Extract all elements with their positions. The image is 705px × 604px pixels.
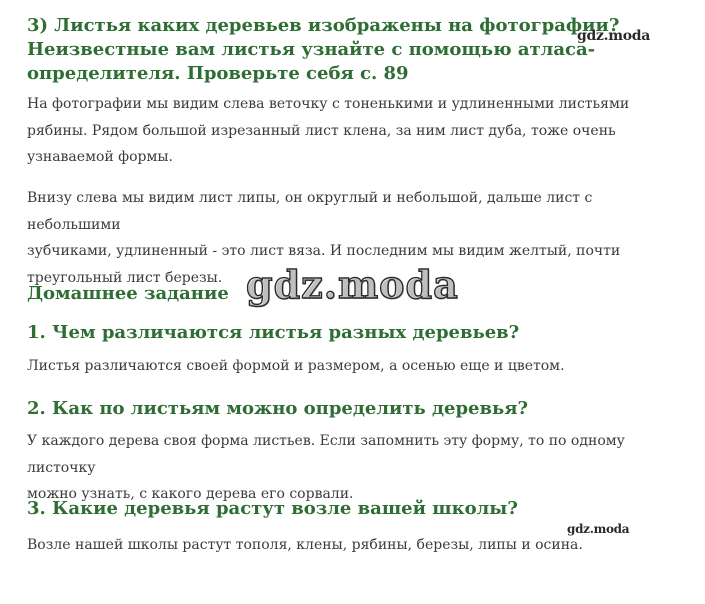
q1-title: 1. Чем различаются листья разных деревьев?: [27, 322, 520, 343]
section3-title: [27, 14, 687, 86]
watermark-center: gdz.moda: [246, 262, 459, 307]
watermark-top: gdz.moda: [577, 28, 651, 44]
q3-title: 3. Какие деревья растут возле вашей школы?: [27, 498, 518, 519]
section3-title-line3: определителя. Проверьте себя с. 89: [27, 63, 409, 84]
section3-title-line1: 3) Листья каких деревьев изображены на фотографии?: [27, 15, 620, 36]
paragraph1-line3: узнаваемой формы.: [27, 149, 173, 165]
paragraph2-line2: зубчиками, удлиненный - это лист вяза. И последним мы видим желтый, почти: [27, 243, 621, 259]
q3-answer: Возле нашей школы растут тополя, клены, рябины, березы, липы и осина.: [27, 537, 583, 553]
paragraph1-line1: На фотографии мы видим слева веточку с тоненькими и удлиненными листьями: [27, 96, 630, 112]
watermark-bottom: gdz.moda: [567, 522, 630, 536]
q2-answer: [27, 428, 687, 508]
q2-title: 2. Как по листьям можно определить деревья?: [27, 398, 529, 419]
paragraph2-line3: треугольный лист березы.: [27, 269, 223, 286]
q2-answer-line2: можно узнать, с какого дерева его сорвали.: [27, 486, 354, 502]
homework-heading: Домашнее задание: [27, 283, 229, 304]
section3-title-line2: Неизвестные вам листья узнайте с помощью атласа-: [27, 39, 596, 60]
paragraph1-line2: рябины. Рядом большой изрезанный лист клена, за ним лист дуба, тоже очень: [27, 122, 616, 139]
q2-answer-line1: У каждого дерева своя форма листьев. Если запомнить эту форму, то по одному листочку: [27, 433, 625, 476]
section3-paragraph1: [27, 91, 687, 171]
q1-answer: Листья различаются своей формой и размером, а осенью еще и цветом.: [27, 358, 565, 374]
paragraph2-line1: Внизу слева мы видим лист липы, он округлый и небольшой, дальше лист с небольшими: [27, 190, 593, 233]
